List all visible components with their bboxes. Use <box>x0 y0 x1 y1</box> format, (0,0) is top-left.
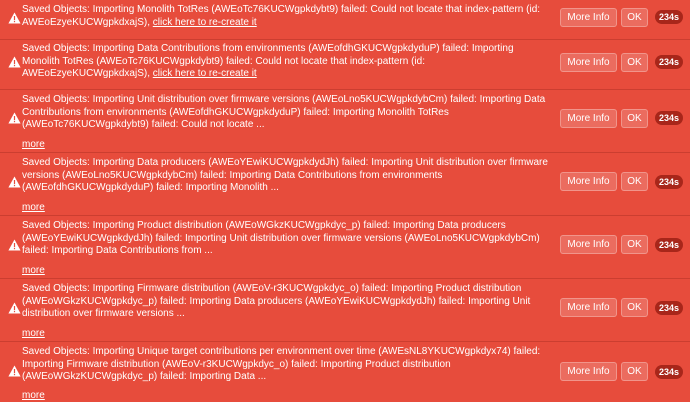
toast-message: Saved Objects: Importing Monolith TotRes (AWEoTc76KUCWgpkdybt9) failed: Could not locate that index-pattern (id: AWEoEzyeKUCWgpkdxajS), click here to re-create it <box>22 4 541 28</box>
more-link[interactable]: more <box>22 202 45 213</box>
toast-message: Saved Objects: Importing Product distribution (AWEoWGkzKUCWgpkdyc_p) failed: Importing Data producers (AWEoYEwiKUCWgpkdydJh) failed: Importing Unit distribution over firmware versions (AWEoLno5KUCWgpkdybCm) failed: Importing Data Contributions from ... <box>22 220 540 257</box>
recreate-link[interactable]: click here to re-create it <box>152 68 257 80</box>
more-link[interactable]: more <box>22 390 45 401</box>
age-badge: 234s <box>655 55 683 69</box>
more-info-button[interactable]: More Info <box>560 53 617 72</box>
toast-notification <box>0 342 690 402</box>
ok-button[interactable]: OK <box>621 8 648 27</box>
age-badge: 234s <box>655 111 683 125</box>
ok-button[interactable]: OK <box>621 298 648 317</box>
warning-icon <box>8 12 21 24</box>
age-badge: 234s <box>655 10 683 24</box>
recreate-link[interactable]: click here to re-create it <box>152 16 257 28</box>
more-info-button[interactable]: More Info <box>560 362 617 381</box>
warning-icon <box>8 365 21 377</box>
more-info-button[interactable]: More Info <box>560 235 617 254</box>
age-badge: 234s <box>655 238 683 252</box>
ok-button[interactable]: OK <box>621 235 648 254</box>
warning-icon <box>8 239 21 251</box>
warning-icon <box>8 302 21 314</box>
ok-button[interactable]: OK <box>621 172 648 191</box>
toast-notification <box>0 90 690 153</box>
more-info-button[interactable]: More Info <box>560 298 617 317</box>
ok-button[interactable]: OK <box>621 362 648 381</box>
toast-message: Saved Objects: Importing Data Contributions from environments (AWEofdhGKUCWgpkdyduP) failed: Importing Monolith TotRes (AWEoTc76KUCWgpkdybt9) failed: Could not locate that index-pattern (id: AWEoEzyeKUCWgpkdxajS), click here to re-create it <box>22 43 514 80</box>
toast-message: Saved Objects: Importing Firmware distribution (AWEoV-r3KUCWgpkdyc_o) failed: Importing Product distribution (AWEoWGkzKUCWgpkdyc_p) failed: Importing Data producers (AWEoYEwiKUCWgpkdydJh) failed: Importing Unit distribution over firmware versions ... <box>22 283 531 320</box>
age-badge: 234s <box>655 301 683 315</box>
ok-button[interactable]: OK <box>621 53 648 72</box>
ok-button[interactable]: OK <box>621 109 648 128</box>
warning-icon <box>8 56 21 68</box>
toast-notification <box>0 0 690 40</box>
warning-icon <box>8 176 21 188</box>
toast-notification <box>0 153 690 216</box>
more-link[interactable]: more <box>22 265 45 276</box>
toast-message: Saved Objects: Importing Data producers (AWEoYEwiKUCWgpkdydJh) failed: Importing Unit distribution over firmware versions (AWEoLno5KUCWgpkdybCm) failed: Importing Data Contributions from environments (AWEofdhGKUCWgpkdyduP) failed: Importing Monolith ... <box>22 157 548 194</box>
toast-message: Saved Objects: Importing Unique target contributions per environment over time (AWEsNL8YKUCWgpkdyx74) failed: Importing Firmware distribution (AWEoV-r3KUCWgpkdyc_o) failed: Importing Product distribution (AWEoWGkzKUCWgpkdyc_p) failed: Importing Data ... <box>22 346 541 383</box>
more-link[interactable]: more <box>22 328 45 339</box>
more-link[interactable]: more <box>22 139 45 150</box>
more-info-button[interactable]: More Info <box>560 8 617 27</box>
toast-notification <box>0 216 690 279</box>
age-badge: 234s <box>655 365 683 379</box>
more-info-button[interactable]: More Info <box>560 172 617 191</box>
more-info-button[interactable]: More Info <box>560 109 617 128</box>
toast-message: Saved Objects: Importing Unit distribution over firmware versions (AWEoLno5KUCWgpkdybCm) failed: Importing Data Contributions from environments (AWEofdhGKUCWgpkdyduP) failed: Importing Monolith TotRes (AWEoTc76KUCWgpkdybt9) failed: Could not locate ... <box>22 94 546 131</box>
toast-notification <box>0 279 690 342</box>
age-badge: 234s <box>655 175 683 189</box>
toast-notification <box>0 40 690 90</box>
warning-icon <box>8 112 21 124</box>
